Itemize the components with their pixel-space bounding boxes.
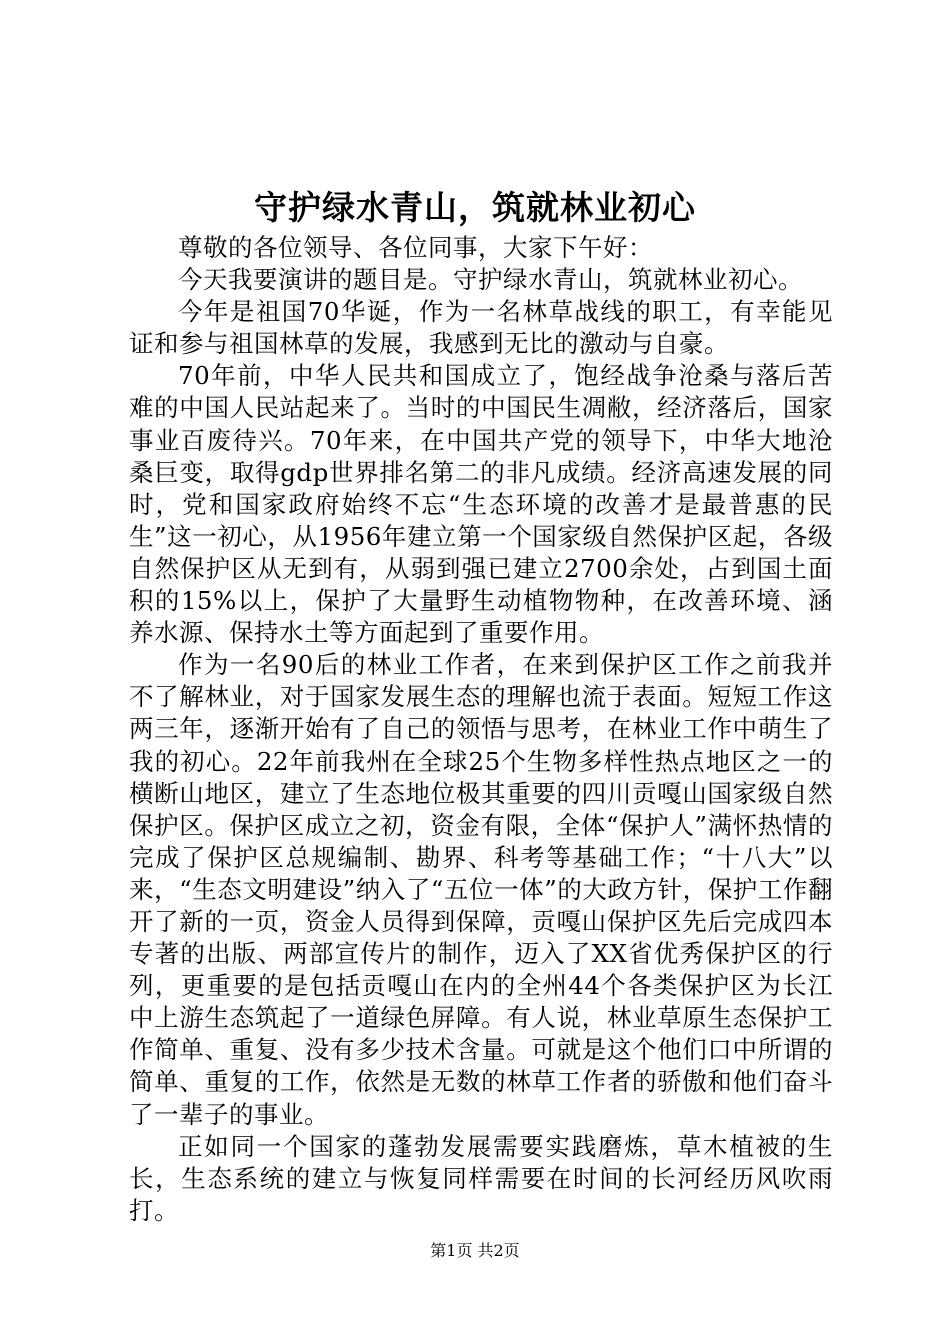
paragraph-topic: 今天我要演讲的题目是。守护绿水青山，筑就林业初心。 [178, 265, 803, 295]
document-title: 守护绿水青山，筑就林业初心 [254, 188, 696, 227]
document-body [129, 232, 833, 1227]
paragraph-personal: 作为一名90后的林业工作者，在来到保护区工作之前我并不了解林业，对于国家发展生态的理解也流于表面。短短工作这两三年，逐渐开始有了自己的领悟与思考，在林业工作中萌生了我的初心。22年前我州在全球25个生物多样性热点地区之一的横断山地区，建立了生态地位极其重要的四川贡嘎山国家级自然保护区。保护区成立之初，资金有限，全体“保护人”满怀热情的完成了保护区总规编制、勘界、科考等基础工作；“十八大”以来，“生态文明建设”纳入了“五位一体”的大政方针，保护工作翻开了新的一页，资金人员得到保障，贡嘎山保护区先后完成四本专著的出版、两部宣传片的制作，迈入了XX省优秀保护区的行列，更重要的是包括贡嘎山在内的全州44个各类保护区为长江中上游生态筑起了一道绿色屏障。有人说，林业草原生态保护工作简单、重复、没有多少技术含量。可就是这个他们口中所谓的简单、重复的工作，依然是无数的林草工作者的骄傲和他们奋斗了一辈子的事业。 [129, 650, 833, 1129]
paragraph-conclusion: 正如同一个国家的蓬勃发展需要实践磨炼，草木植被的生长，生态系统的建立与恢复同样需要在时间的长河经历风吹雨打。 [129, 1131, 833, 1225]
paragraph-anniversary: 今年是祖国70华诞，作为一名林草战线的职工，有幸能见证和参与祖国林草的发展，我感到无比的激动与自豪。 [129, 297, 833, 359]
page-footer: 第1页 共2页 [430, 1241, 520, 1260]
paragraph-history: 70年前，中华人民共和国成立了，饱经战争沧桑与落后苦难的中国人民站起来了。当时的中国民生凋敝，经济落后，国家事业百废待兴。70年来，在中国共产党的领导下，中华大地沧桑巨变，取得gdp世界排名第二的非凡成绩。经济高速发展的同时，党和国家政府始终不忘“生态环境的改善才是最普惠的民生”这一初心，从1956年建立第一个国家级自然保护区起，各级自然保护区从无到有，从弱到强已建立2700余处，占到国土面积的15%以上，保护了大量野生动植物物种，在改善环境、涵养水源、保持水土等方面起到了重要作用。 [129, 361, 833, 648]
paragraph-greeting: 尊敬的各位领导、各位同事，大家下午好： [178, 233, 653, 262]
